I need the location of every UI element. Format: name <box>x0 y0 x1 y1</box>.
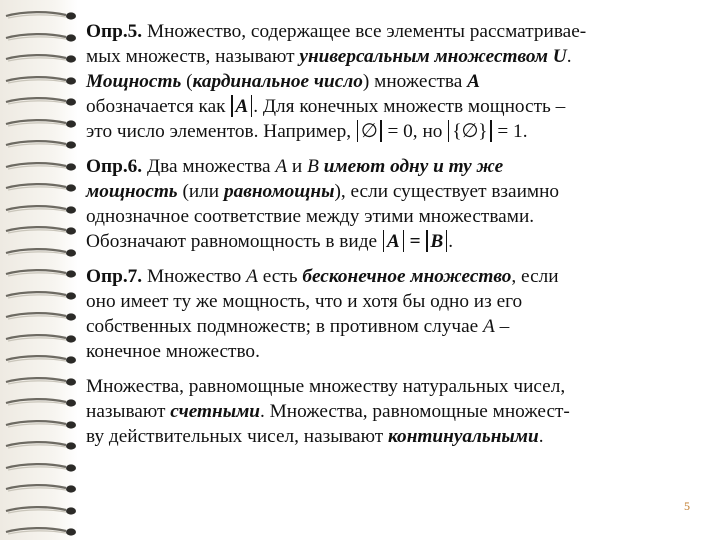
binding-ring <box>4 397 80 408</box>
text-span: есть <box>257 266 303 287</box>
text-span: . <box>566 46 572 67</box>
text-line: Множества, равномощные множеству натуральных чисел, <box>86 376 566 397</box>
binding-ring <box>4 118 80 129</box>
term-cardinality: Мощность <box>86 71 182 92</box>
text-line <box>86 229 708 254</box>
text-span: называют <box>86 401 171 422</box>
text-span: это число элементов. Например, <box>86 121 356 142</box>
binding-ring <box>4 440 80 451</box>
binding-ring <box>4 354 80 365</box>
cardinality-notation <box>230 94 253 119</box>
text-span: Обозначают равномощность в виде <box>86 231 382 252</box>
term-infinite-set: бесконечное множество <box>302 266 512 287</box>
definition-label: Опр.6. <box>86 156 143 177</box>
binding-ring <box>4 311 80 322</box>
definition-label: Опр.5. <box>86 21 143 42</box>
term-same-cardinality: мощность <box>86 181 178 202</box>
term-universal-set: универсальным множеством U <box>299 46 567 67</box>
text-span: Множество <box>142 266 247 287</box>
text-line <box>86 264 708 289</box>
text-span: . Множества, равномощные множест- <box>260 401 570 422</box>
text-line <box>86 399 708 424</box>
text-span: ( <box>181 71 193 92</box>
binding-ring <box>4 268 80 279</box>
countable-sets <box>86 374 708 449</box>
text-span: Два множества <box>142 156 276 177</box>
text-line <box>86 94 708 119</box>
term-same-cardinality: имеют одну и ту же <box>323 156 504 177</box>
text-span: . <box>538 426 544 447</box>
text-span: , если <box>511 266 559 287</box>
text-line <box>86 69 708 94</box>
set-variable: A <box>467 71 480 92</box>
text-line <box>86 44 708 69</box>
text-line <box>86 179 708 204</box>
text-span: мых множеств, называют <box>86 46 300 67</box>
set-of-empty-set: {∅} <box>452 121 488 142</box>
binding-ring <box>4 75 80 86</box>
cardinality-notation <box>356 119 383 144</box>
text-span: (или <box>177 181 224 202</box>
binding-ring <box>4 139 80 150</box>
binding-ring <box>4 526 80 537</box>
binding-ring <box>4 32 80 43</box>
text-line <box>86 154 708 179</box>
binding-ring <box>4 161 80 172</box>
text-span: и <box>287 156 308 177</box>
text-line <box>86 424 708 449</box>
binding-ring <box>4 10 80 21</box>
definition-label: Опр.7. <box>86 266 143 287</box>
binding-ring <box>4 225 80 236</box>
empty-set-symbol: ∅ <box>360 121 378 142</box>
equals-sign: = <box>404 231 426 252</box>
set-variable: B <box>307 156 319 177</box>
text-span: = 0, но <box>382 121 448 142</box>
cardinality-notation <box>425 229 448 254</box>
text-line <box>86 314 708 339</box>
definition-7 <box>86 264 708 364</box>
page-number: 5 <box>684 499 690 513</box>
term-continual: континуальными <box>388 426 539 447</box>
set-variable: A <box>483 316 495 337</box>
set-variable: A <box>386 231 400 252</box>
text-span: собственных подмножеств; в противном случае <box>86 316 484 337</box>
text-span: = 1. <box>492 121 528 142</box>
binding-ring <box>4 247 80 258</box>
set-variable: A <box>275 156 288 177</box>
binding-ring <box>4 376 80 387</box>
cardinality-notation <box>382 229 405 254</box>
binding-ring <box>4 483 80 494</box>
cardinality-notation <box>447 119 492 144</box>
text-span: – <box>494 316 510 337</box>
binding-ring <box>4 419 80 430</box>
text-span: ) множества <box>362 71 468 92</box>
text-span: обозначается как <box>86 96 231 117</box>
term-cardinal-number: кардинальное число <box>192 71 363 92</box>
text-line <box>86 119 708 144</box>
text-line: оно имеет ту же мощность, что и хотя бы одно из его <box>86 291 523 312</box>
binding-ring <box>4 53 80 64</box>
binding-ring <box>4 505 80 516</box>
binding-ring <box>4 462 80 473</box>
definition-6 <box>86 154 708 254</box>
slide-content <box>86 19 708 459</box>
text-span: . <box>448 231 454 252</box>
set-variable: B <box>430 231 444 252</box>
text-span: Множество, содержащее все элементы рассматривае- <box>142 21 587 42</box>
term-equipotent: равномощны <box>223 181 335 202</box>
text-span: ву действительных чисел, называют <box>86 426 389 447</box>
binding-ring <box>4 182 80 193</box>
binding-ring <box>4 204 80 215</box>
definition-5 <box>86 19 708 144</box>
text-line: конечное множество. <box>86 341 260 362</box>
term-countable: счетными <box>170 401 261 422</box>
binding-ring <box>4 290 80 301</box>
text-span: . Для конечных множеств мощность – <box>253 96 566 117</box>
binding-ring <box>4 96 80 107</box>
text-line <box>86 19 708 44</box>
set-variable: A <box>235 96 249 117</box>
set-variable: A <box>246 266 258 287</box>
binding-ring <box>4 333 80 344</box>
text-span: ), если существует взаимно <box>334 181 560 202</box>
text-line: однозначное соответствие между этими множествами. <box>86 206 535 227</box>
